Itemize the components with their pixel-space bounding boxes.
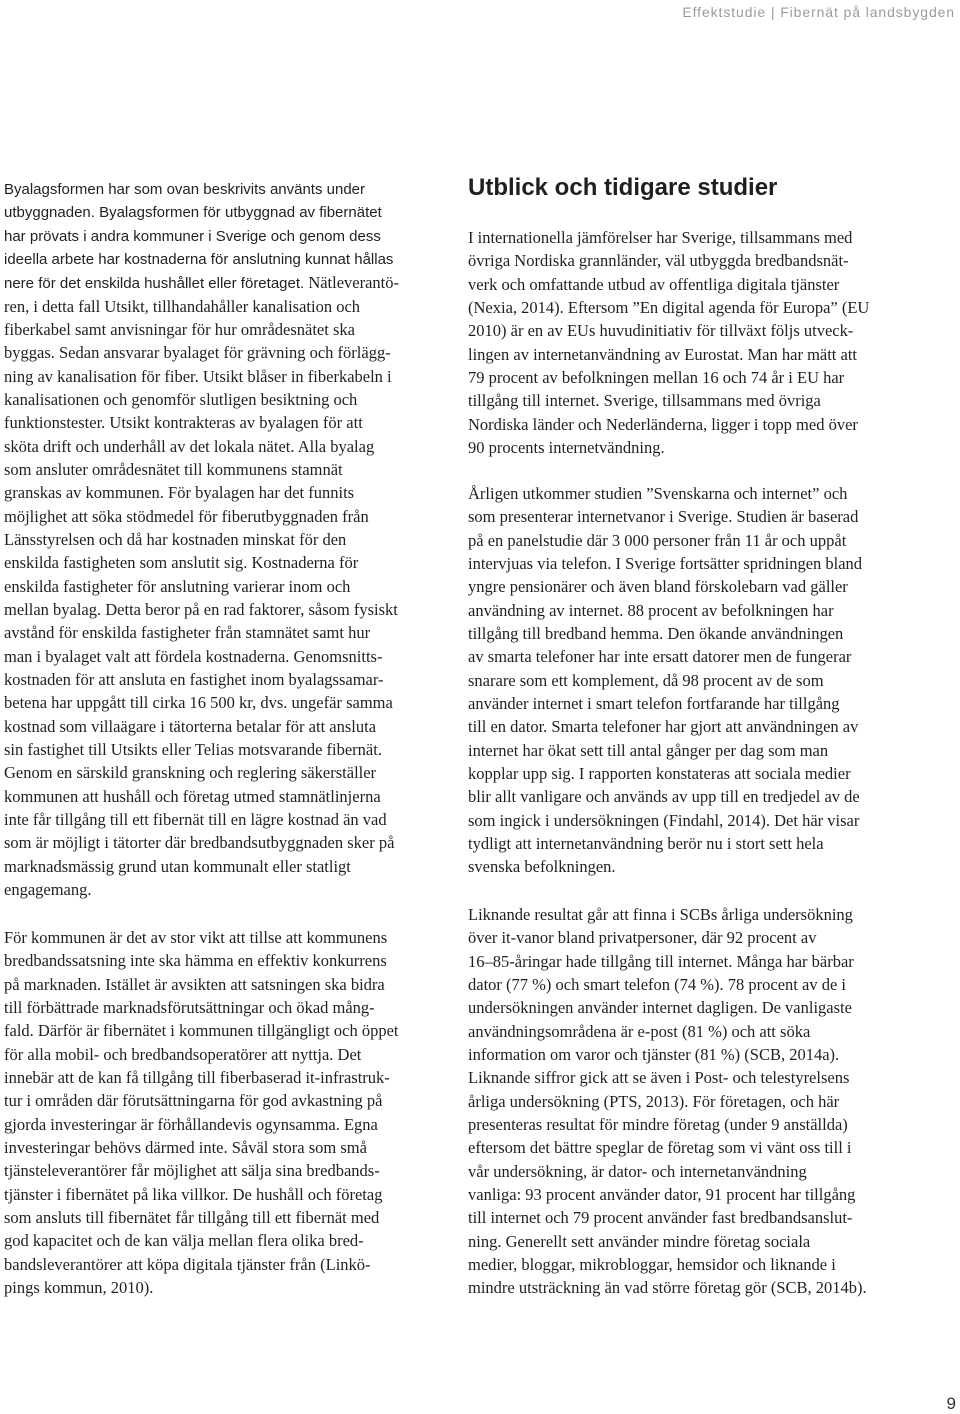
text-line: tjänsteleverantörer får möjlighet att sälja sina bredbands- — [4, 1161, 380, 1181]
text-line: användning av internet. 88 procent av befolkningen har — [468, 600, 834, 620]
right-paragraph-2 — [468, 482, 862, 879]
text-line: på marknaden. Istället är avsikten att satsningen ska bidra — [4, 974, 385, 994]
text-line: lingen av internetanvändning av Eurostat. Man har mätt att — [468, 344, 858, 364]
text-line: man i byalaget valt att fördela kostnaderna. Genomsnitts- — [4, 646, 383, 666]
text-line: till förbättrade marknadsförutsättningar och ökad mång- — [4, 997, 375, 1017]
text-line: enskilda fastigheten som anslutit sig. Kostnaderna för — [4, 553, 359, 573]
section-heading: Utblick och tidigare studier — [468, 174, 778, 201]
text-line: sköta drift och underhåll av det lokala nätet. Alla byalag — [4, 436, 375, 456]
text-line: till en dator. Smarta telefoner har gjort att användningen av — [468, 717, 859, 737]
text-line — [4, 271, 399, 294]
text-line: god kapacitet och de kan välja mellan flera olika bred- — [4, 1231, 364, 1251]
text-line: kommunen att hushåll och företag utmed stamnätlinjerna — [4, 786, 381, 806]
text-line: snarare som ett komplement, då 98 procent av de som — [468, 670, 824, 690]
text-line: funktionstester. Utsikt kontrakteras av byalagen för att — [4, 413, 363, 433]
text-line: eftersom det bättre speglar de företag som vi vänt oss till i — [468, 1138, 852, 1158]
text-line: Årligen utkommer studien ”Svenskarna och internet” och — [468, 484, 848, 503]
text-line: Liknande siffror gick att se även i Post- och telestyrelsens — [468, 1068, 850, 1088]
text-line: fiberkabel samt anvisningar för hur områdesnätet ska — [4, 319, 355, 339]
text-line: Länsstyrelsen och då har kostnaden minskat för den — [4, 529, 347, 549]
text-line: verk och omfattande utbud av offentliga digitala tjänster — [468, 274, 840, 294]
text-line: tur i områden där förutsättningarna för god avkastning på — [4, 1091, 383, 1111]
text-line: tydligt att internetanvändning berör nu i stort sett hela — [468, 833, 824, 853]
text-line: som ansluts till fibernätet får tillgång till ett fibernät med — [4, 1207, 380, 1227]
text-line: information om varor och tjänster (81 %) (SCB, 2014a). — [468, 1044, 840, 1064]
right-paragraph-3 — [468, 903, 867, 1300]
text-line: 2010) är en av EUs huvudinitiativ för tillväxt följs utveck- — [468, 321, 854, 341]
text-line: gjorda investeringar är förhållandevis ogynsamma. Egna — [4, 1114, 378, 1134]
text-line: kopplar upp sig. I rapporten konstateras att sociala medier — [468, 763, 851, 783]
text-line: till internet och 79 procent använder fast bredbandsanslut- — [468, 1208, 853, 1228]
text-line: fald. Därför är fibernätet i kommunen tillgängligt och öppet — [4, 1021, 399, 1041]
running-header: Effektstudie | Fibernät på landsbygden — [682, 4, 955, 20]
text-line: investeringar behövs därmed inte. Såväl stora som små — [4, 1137, 367, 1157]
text-line: intervjuas via telefon. I Sverige fortsätter spridningen bland — [468, 553, 863, 573]
text-line: engagemang. — [4, 879, 92, 899]
left-column — [4, 0, 456, 1414]
text-line: pings kommun, 2010). — [4, 1277, 154, 1297]
text-line: bredbandssatsning inte ska hämma en effektiv konkurrens — [4, 951, 387, 971]
text-line: ning av kanalisation för fiber. Utsikt blåser in fiberkabeln i — [4, 366, 392, 386]
text-line: som presenterar internetvanor i Sverige. Studien är baserad — [468, 507, 859, 527]
text-line: 16–85-åringar hade tillgång till internet. Många har bärbar — [468, 951, 854, 971]
text-line: innebär att de kan få tillgång till fiberbaserad it-infrastruk- — [4, 1067, 390, 1087]
text-line: I internationella jämförelser har Sverige, tillsammans med — [468, 228, 853, 247]
text-line: presenteras resultat för mindre företag (under 9 anställda) — [468, 1114, 848, 1134]
text-line: Byalagsformen har som ovan beskrivits använts under — [4, 181, 366, 198]
text-line: kostnaden för att ansluta en fastighet inom byalagssamar- — [4, 669, 384, 689]
text-line: byggas. Sedan ansvarar byalaget för grävning och förlägg- — [4, 343, 391, 363]
text-line: ideella arbete har kostnaderna för anslutning kunnat hållas — [4, 250, 394, 268]
left-paragraph-1 — [4, 178, 399, 901]
text-line: som ansluter områdesnätet till kommunens stamnät — [4, 459, 343, 479]
text-line: internet har ökat sett till antal gånger per dag som man — [468, 740, 829, 760]
text-line: yngre pensionärer och även bland förskolebarn vad gäller — [468, 577, 848, 597]
text-line: över it-vanor bland privatpersoner, där 92 procent av — [468, 928, 817, 948]
text-line: tillgång till internet. Sverige, tillsammans med övriga — [468, 391, 821, 411]
text-line: blir allt vanligare och används av upp till en tredjedel av de — [468, 787, 860, 807]
text-line: enskilda fastigheter för anslutning varierar inom och — [4, 576, 351, 596]
left-paragraph-2 — [4, 926, 399, 1299]
text-line: medier, bloggar, mikrobloggar, hemsidor och liknande i — [468, 1254, 836, 1274]
text-line: 79 procent av befolkningen mellan 16 och 74 år i EU har — [468, 367, 845, 387]
text-line: övriga Nordiska grannländer, väl utbyggda bredbandsnät- — [468, 251, 849, 271]
text-line: ning. Generellt sett använder mindre företag sociala — [468, 1231, 811, 1251]
text-line: granskas av kommunen. För byalagen har det funnits — [4, 483, 355, 503]
text-line: mellan byalag. Detta beror på en rad faktorer, såsom fysiskt — [4, 599, 398, 619]
text-segment: Nätleverantö- — [304, 273, 400, 293]
text-line: mindre utsträckning än vad större företag gör (SCB, 2014b). — [468, 1278, 867, 1298]
text-line: marknadsmässig grund utan kommunalt eller statligt — [4, 856, 351, 876]
text-line: vår undersökning, är dator- och internetanvändning — [468, 1161, 807, 1181]
text-line: för alla mobil- och bredbandsoperatörer att nyttja. Det — [4, 1044, 362, 1064]
text-line: som ingick i undersökningen (Findahl, 2014). Det här visar — [468, 810, 860, 830]
text-line: årliga undersökning (PTS, 2013). För företagen, och här — [468, 1091, 840, 1111]
text-line: avstånd för enskilda fastigheter från stamnätet samt hur — [4, 623, 371, 643]
text-line: användningsområdena är e-post (81 %) och att söka — [468, 1021, 811, 1041]
text-line: ren, i detta fall Utsikt, tillhandahåller kanalisation och — [4, 296, 361, 316]
right-column — [468, 0, 920, 1414]
text-line: kanalisationen och genomför slutligen besiktning och — [4, 389, 358, 409]
text-line: har prövats i andra kommuner i Sverige och genom dess — [4, 227, 381, 245]
text-line: Liknande resultat går att finna i SCBs årliga undersökning — [468, 905, 853, 924]
text-line: dator (77 %) och smart telefon (74 %). 78 procent av de i — [468, 974, 846, 994]
text-line: inte får tillgång till ett fibernät till en lägre kostnad än vad — [4, 809, 387, 829]
text-line: sin fastighet till Utsikts eller Telias motsvarande fibernät. — [4, 739, 382, 759]
text-line: utbyggnaden. Byalagsformen för utbyggnad av fibernätet — [4, 204, 382, 222]
text-line: som är möjligt i tätorter där bredbandsutbyggnaden sker på — [4, 833, 395, 853]
text-line: av smarta telefoner har inte ersatt datorer men de fungerar — [468, 647, 852, 667]
text-line: undersökningen använder internet dagligen. De vanligaste — [468, 998, 852, 1018]
right-paragraph-1 — [468, 226, 869, 459]
page-number: 9 — [946, 1394, 956, 1413]
text-line: tjänster i fibernätet på lika villkor. De hushåll och företag — [4, 1184, 383, 1204]
text-line: vanliga: 93 procent använder dator, 91 procent har tillgång — [468, 1184, 856, 1204]
text-line: Nordiska länder och Nederländerna, ligger i topp med över — [468, 414, 858, 434]
text-line: betena har uppgått till cirka 16 500 kr, dvs. ungefär samma — [4, 693, 393, 713]
text-line: För kommunen är det av stor vikt att tillse att kommunens — [4, 928, 388, 947]
text-line: kostnad som villaägare i tätorterna betalar för att ansluta — [4, 716, 377, 736]
text-line: bandsleverantörer att köpa digitala tjänster från (Linkö- — [4, 1254, 371, 1274]
text-segment: nere för det enskilda hushållet eller företaget. — [4, 275, 305, 293]
text-line: (Nexia, 2014). Eftersom ”En digital agenda för Europa” (EU — [468, 297, 870, 317]
text-line: möjlighet att söka stödmedel för fiberutbyggnaden från — [4, 506, 369, 526]
text-line: svenska befolkningen. — [468, 857, 616, 877]
text-line: använder internet i smart telefon fortfarande har tillgång — [468, 693, 840, 713]
text-line: Genom en särskild granskning och reglering säkerställer — [4, 763, 377, 783]
text-line: tillgång till bredband hemma. Den ökande användningen — [468, 623, 844, 643]
text-line: 90 procents internetvändning. — [468, 437, 665, 457]
text-line: på en panelstudie där 3 000 personer från 11 år och uppåt — [468, 530, 847, 550]
